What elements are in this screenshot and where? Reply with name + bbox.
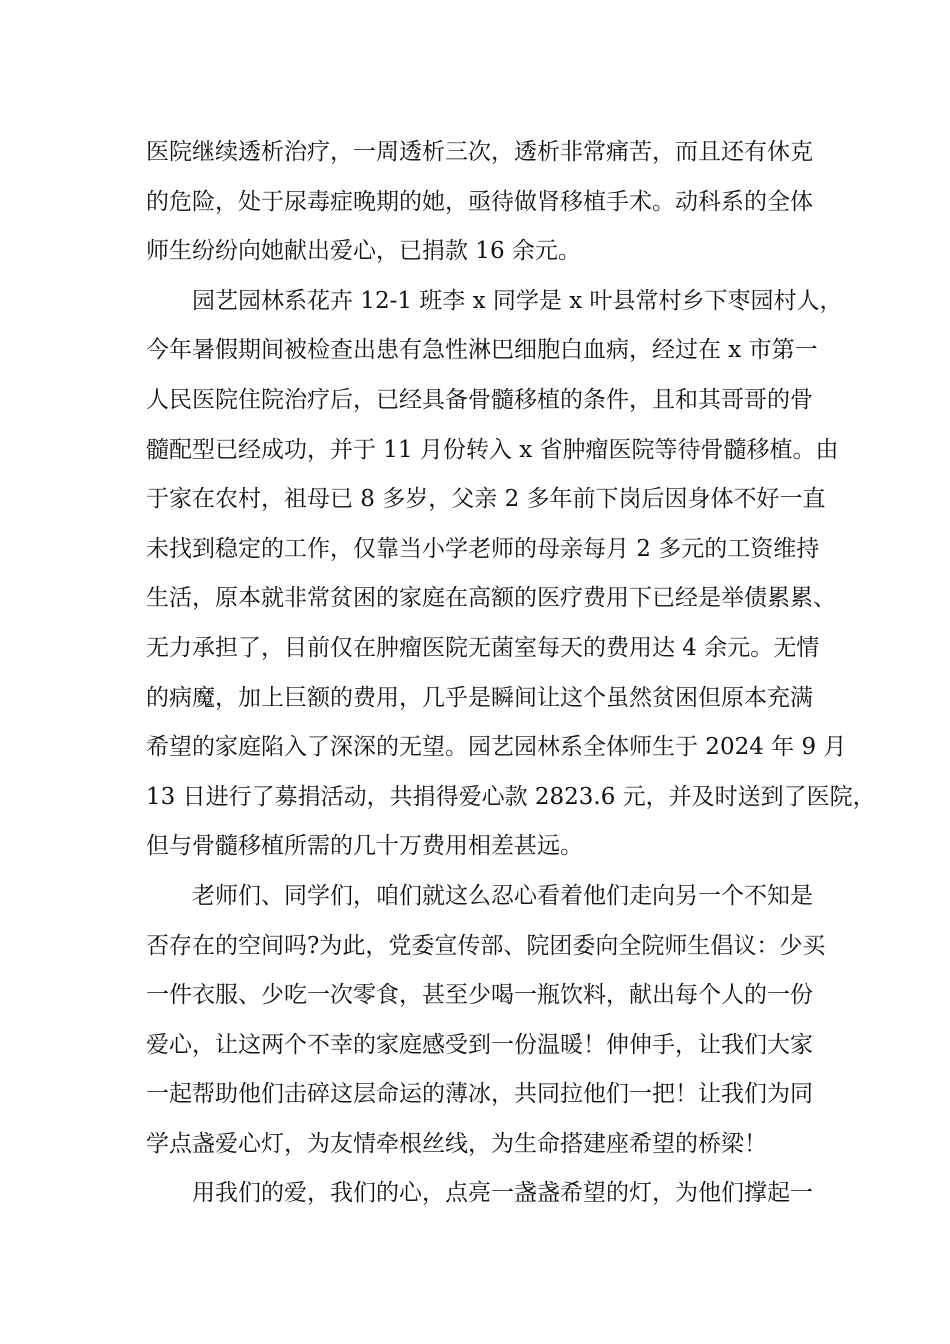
text-line: 未找到稳定的工作，仅靠当小学老师的母亲每月 2 多元的工资维持 [146,535,820,562]
text-line: 今年暑假期间被检查出患有急性淋巴细胞白血病，经过在 x 市第一 [146,337,818,364]
text-line: 的病魔，加上巨额的费用，几乎是瞬间让这个虽然贫困但原本充满 [146,684,813,711]
text-line: 一起帮助他们击碎这层命运的薄冰，共同拉他们一把！让我们为同 [146,1081,813,1108]
text-line: 13 日进行了募捐活动，共捐得爱心款 2823.6 元，并及时送到了医院， [146,783,876,810]
text-line: 的危险，处于尿毒症晚期的她，亟待做肾移植手术。动科系的全体 [146,188,813,215]
text-line: 否存在的空间吗?为此，党委宣传部、院团委向全院师生倡议：少买 [146,932,826,959]
text-line: 希望的家庭陷入了深深的无望。园艺园林系全体师生于 2024 年 9 月 [146,734,847,761]
text-line: 学点盏爱心灯，为友情牵根丝线，为生命搭建座希望的桥梁！ [146,1130,767,1157]
text-line: 医院继续透析治疗，一周透析三次，透析非常痛苦，而且还有休克 [146,139,813,165]
text-line: 用我们的爱，我们的心，点亮一盏盏希望的灯，为他们撑起一 [192,1180,813,1207]
text-line: 人民医院住院治疗后，已经具备骨髓移植的条件，且和其哥哥的骨 [146,386,813,413]
text-line: 园艺园林系花卉 12-1 班李 x 同学是 x 叶县常村乡下枣园村人， [192,287,843,314]
text-line: 于家在农村，祖母已 8 多岁，父亲 2 多年前下岗后因身体不好一直 [146,486,826,513]
text-line: 髓配型已经成功，并于 11 月份转入 x 省肿瘤医院等待骨髓移植。由 [146,436,839,463]
text-line: 一件衣服、少吃一次零食，甚至少喝一瓶饮料，献出每个人的一份 [146,982,813,1009]
body-text [146,128,876,1219]
text-line: 但与骨髓移植所需的几十万费用相差甚远。 [146,833,583,860]
text-line: 师生纷纷向她献出爱心，已捐款 16 余元。 [146,238,581,265]
text-line: 爱心，让这两个不幸的家庭感受到一份温暖！伸伸手，让我们大家 [146,1031,813,1058]
text-line: 生活，原本就非常贫困的家庭在高额的医疗费用下已经是举债累累、 [146,585,836,612]
text-line: 老师们、同学们，咱们就这么忍心看着他们走向另一个不知是 [192,882,813,909]
text-line: 无力承担了，目前仅在肿瘤医院无菌室每天的费用达 4 余元。无情 [146,634,820,661]
